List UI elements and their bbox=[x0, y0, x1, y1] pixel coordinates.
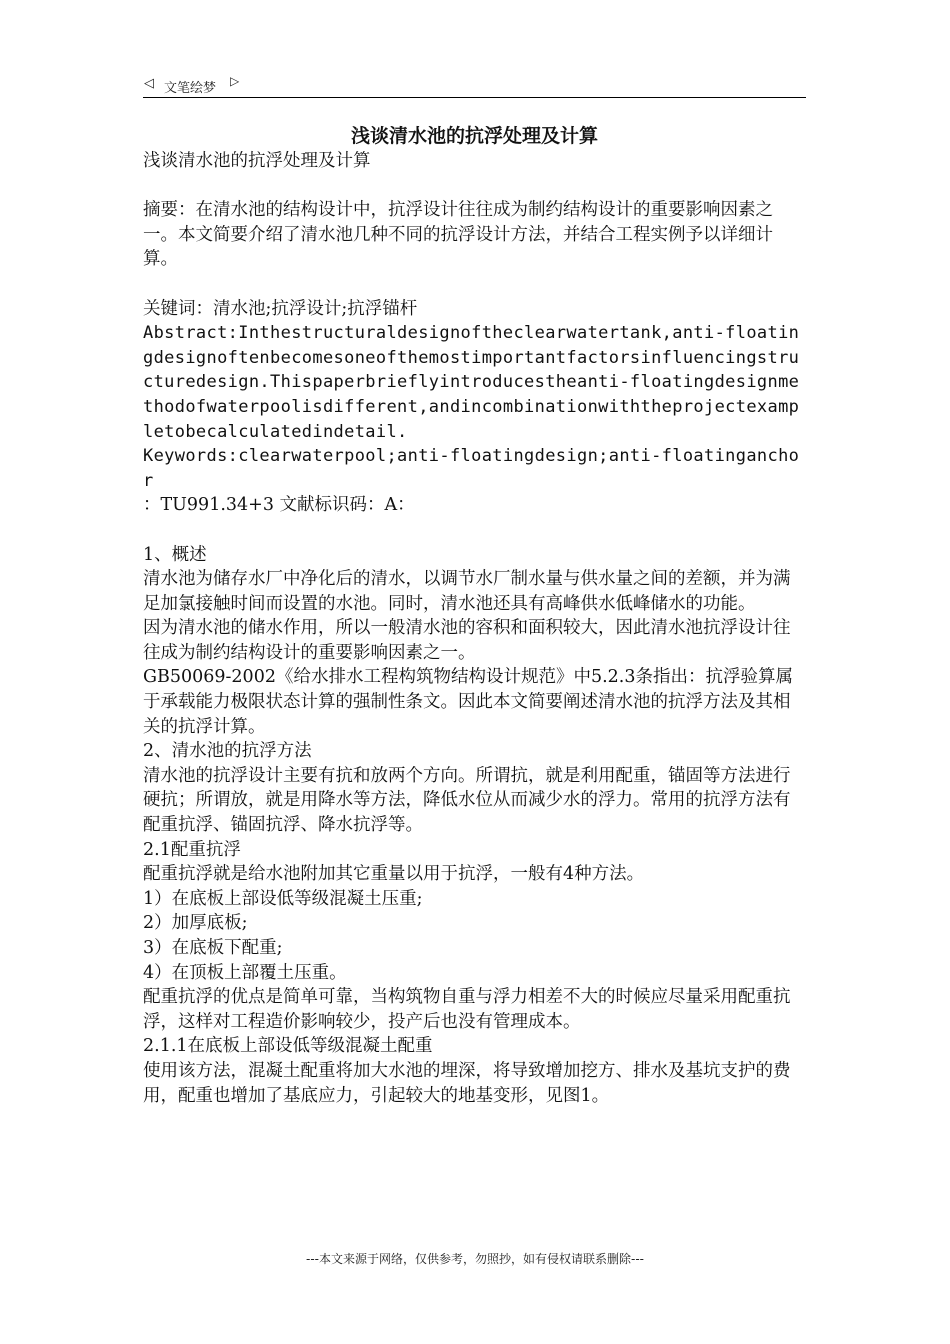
abstract-cn: 摘要：在清水池的结构设计中，抗浮设计往往成为制约结构设计的重要影响因素之一。本文简要介绍了清水池几种不同的抗浮设计方法，并结合工程实例予以详细计算。 bbox=[143, 200, 773, 270]
classification-line: ：TU991.34+3 文献标识码：A： bbox=[143, 495, 415, 516]
abstract-en: Abstract:Inthestructuraldesignoftheclearwatertank,anti-floatingdesignoftenbecomesoneofthemostimportantfactorsinfluencingstructuredesign.Thispaperbrieflyintroducestheanti-floatingdesignmethodofwaterpoolisdifferent,andincombinationwiththeprojectexampletobecalculatedindetail. bbox=[143, 323, 800, 442]
spacer bbox=[143, 272, 806, 297]
section-1-paragraph: GB50069-2002《给水排水工程构筑物结构设计规范》中5.2.3条指出：抗浮验算属于承载能力极限状态计算的强制性条文。因此本文简要阐述清水池的抗浮方法及其相关的抗浮计算。 bbox=[143, 667, 793, 737]
page-footer: ---本文来源于网络，仅供参考，勿照抄，如有侵权请联系删除--- bbox=[306, 1252, 644, 1266]
section-2-1-paragraph: 配重抗浮的优点是简单可靠，当构筑物自重与浮力相差不大的时候应尽量采用配重抗浮，这样对工程造价影响较少，投产后也没有管理成本。 bbox=[143, 987, 791, 1032]
section-1-paragraph: 清水池为储存水厂中净化后的清水，以调节水厂制水量与供水量之间的差额，并为满足加氯接触时间而设置的水池。同时，清水池还具有高峰供水低峰储水的功能。 bbox=[143, 569, 791, 614]
section-1-paragraph: 因为清水池的储水作用，所以一般清水池的容积和面积较大，因此清水池抗浮设计往往成为制约结构设计的重要影响因素之一。 bbox=[143, 618, 791, 663]
document-title: 浅谈清水池的抗浮处理及计算 bbox=[350, 125, 598, 147]
page-header bbox=[143, 74, 806, 98]
keywords-cn: 关键词：清水池;抗浮设计;抗浮锚杆 bbox=[143, 298, 418, 319]
header-brand: 文笔绘梦 bbox=[164, 81, 217, 96]
section-2-1-1-paragraph: 使用该方法，混凝土配重将加大水池的埋深，将导致增加挖方、排水及基坑支护的费用，配重也增加了基底应力，引起较大的地基变形，见图1。 bbox=[143, 1060, 791, 1106]
section-2-1-heading: 2.1配重抗浮 bbox=[143, 839, 241, 860]
subtitle: 浅谈清水池的抗浮处理及计算 bbox=[143, 151, 371, 171]
section-2-heading: 2、清水池的抗浮方法 bbox=[143, 741, 312, 762]
section-1-heading: 1、概述 bbox=[143, 544, 207, 565]
section-2-1-1-heading: 2.1.1在底板上部设低等级混凝土配重 bbox=[143, 1036, 433, 1057]
section-2-paragraph: 清水池的抗浮设计主要有抗和放两个方向。所谓抗，就是利用配重，锚固等方法进行硬抗；所谓放，就是用降水等方法，降低水位从而减少水的浮力。常用的抗浮方法有配重抗浮、锚固抗浮、降水抗浮等。 bbox=[143, 765, 791, 836]
list-item: 3）在底板下配重; bbox=[143, 938, 283, 958]
list-item: 1）在底板上部设低等级混凝土压重; bbox=[143, 888, 423, 909]
list-item: 4）在顶板上部覆土压重。 bbox=[143, 962, 347, 983]
section-2-1-paragraph: 配重抗浮就是给水池附加其它重量以用于抗浮，一般有4种方法。 bbox=[143, 864, 645, 885]
right-triangle-icon: ▷ bbox=[230, 74, 240, 88]
list-item: 2）加厚底板; bbox=[143, 913, 248, 934]
keywords-en: Keywords:clearwaterpool;anti-floatingdesign;anti-floatinganchor bbox=[143, 446, 800, 491]
document-body bbox=[143, 149, 806, 1108]
left-triangle-icon: ◁ bbox=[144, 76, 154, 91]
header-rule bbox=[143, 97, 806, 98]
spacer bbox=[143, 174, 806, 199]
spacer bbox=[143, 518, 806, 543]
